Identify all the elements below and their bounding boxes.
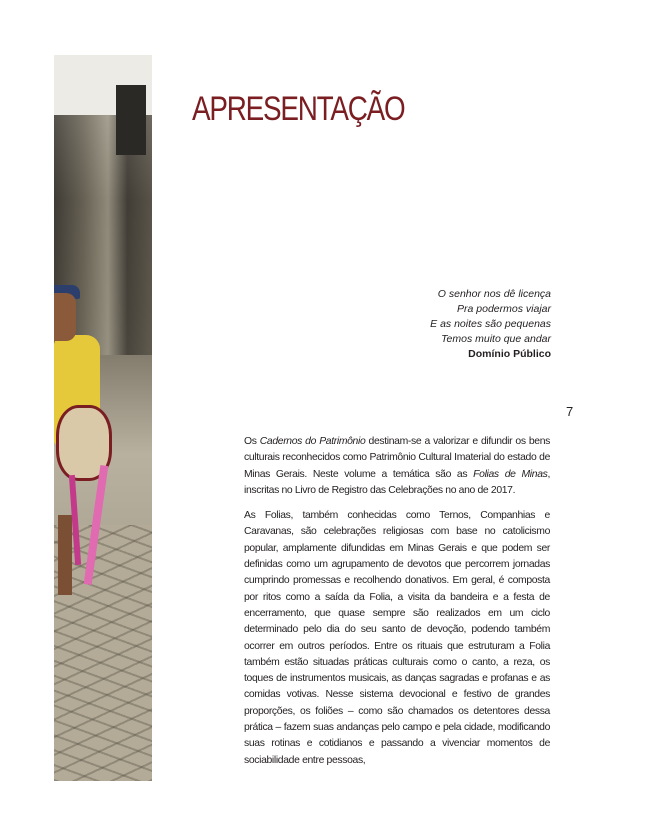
epigraph-author: Domínio Público — [468, 348, 551, 360]
epigraph-line: Temos muito que andar — [441, 333, 551, 345]
paragraph-1-post: , inscritas no Livro de Registro das Celebrações no ano de 2017. — [244, 468, 551, 496]
page-title: APRESENTAÇÃO — [192, 90, 405, 128]
paragraph-1-italic-topic: Folias de Minas — [473, 468, 548, 480]
paragraph-1-mid: destinam-se a valorizar e difundir os bens culturais reconhecidos como Patrimônio Cultural Imaterial do estado de Minas Gerais. Neste volume a temática são as — [244, 436, 550, 480]
epigraph-line: E as noites são pequenas — [430, 318, 551, 330]
paragraph-1-pre: Os — [244, 436, 260, 447]
photo-person-legs — [58, 515, 72, 595]
photo-window — [116, 85, 146, 155]
paragraph-1 — [244, 434, 550, 499]
epigraph — [430, 287, 551, 362]
photo-person-head — [54, 293, 76, 341]
epigraph-line: O senhor nos dê licença — [437, 288, 551, 300]
folia-photo — [54, 55, 152, 781]
epigraph-line: Pra podermos viajar — [457, 303, 551, 315]
body-text — [244, 434, 550, 778]
page-number: 7 — [566, 404, 574, 419]
paragraph-2: As Folias, também conhecidas como Ternos, Companhias e Caravanas, são celebrações religiosas com base no catolicismo popular, amplamente difundidas em Minas Gerais e que podem ser definidas como um agrupamento de devotos que percorrem jornadas cumprindo promessas e recolhendo donativos. Em geral, é composta por ritos como a saída da Folia, a visita da bandeira e a festa de encerramento, que quase sempre são realizados em um ciclo determinado pelo dia do seu santo de devoção, podendo também ocorrer em outros períodos. Entre os rituais que estruturam a Folia também estão situadas práticas culturais como o canto, a reza, os toques de instrumentos musicais, as danças sagradas e profanas e as comidas votivas. Nesse sistema devocional e festivo de grandes proporções, os foliões – como são chamados os detentores dessa prática – fazem suas andanças pelo campo e pela cidade, modificando suas rotinas e cotidianos e passando a vivenciar momentos de sociabilidade entre pessoas, — [244, 510, 550, 766]
paragraph-1-italic-title: Cadernos do Patrimônio — [259, 436, 366, 447]
